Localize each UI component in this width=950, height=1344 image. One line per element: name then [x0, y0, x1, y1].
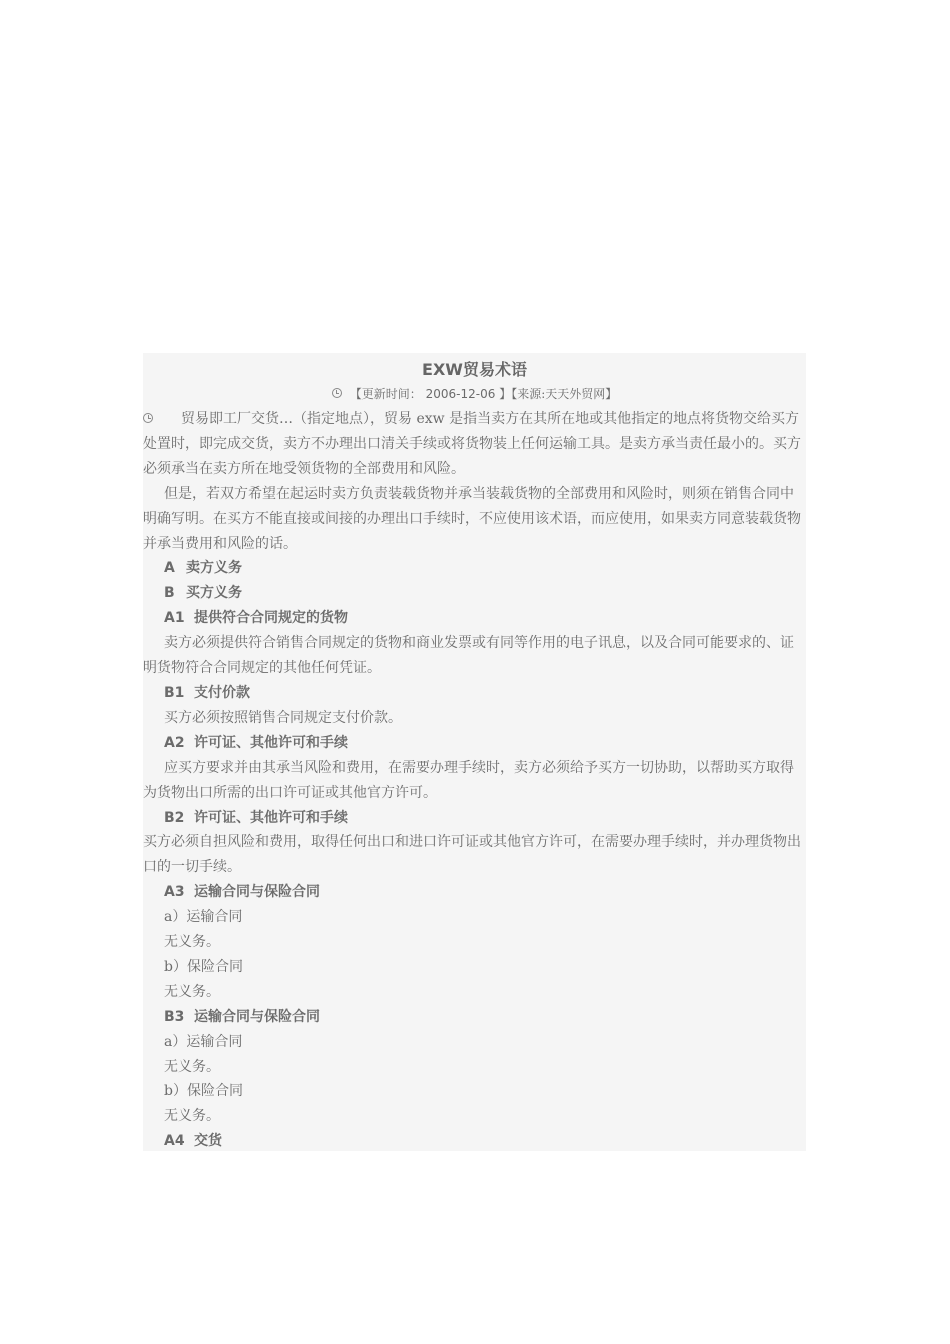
update-label: 【更新时间： — [349, 387, 422, 401]
clock-icon — [143, 413, 153, 423]
section-heading: B1 支付价款 — [164, 684, 250, 701]
section-text: 买方必须自担风险和费用，取得任何出口和进口许可证或其他官方许可，在需要办理手续时，并办理货物出口的一切手续。 — [143, 834, 801, 876]
subsection-text: 无义务。 — [164, 983, 220, 1000]
subsection-text: 无义务。 — [164, 934, 220, 951]
section-heading: A1 提供符合合同规定的货物 — [164, 610, 348, 627]
source-label: 】【来源:天天外贸网】 — [499, 387, 618, 401]
section-heading: B2 许可证、其他许可和手续 — [164, 809, 348, 826]
section-heading: A3 运输合同与保险合同 — [164, 884, 320, 901]
clock-icon — [332, 388, 342, 398]
section-heading: A2 许可证、其他许可和手续 — [164, 734, 348, 751]
subsection-text: 无义务。 — [164, 1108, 220, 1125]
document-block — [143, 353, 806, 1151]
article-body — [143, 407, 806, 1151]
intro-paragraph: 贸易即工厂交货…（指定地点），贸易 exw 是指当卖方在其所在地或其他指定的地点将货物交给买方处置时，即完成交货，卖方不办理出口清关手续或将货物装上任何运输工具。是卖方承当责任最小的。买方必须承当在卖方所在地受领货物的全部费用和风险。 — [143, 411, 801, 477]
intro-paragraph: 但是，若双方希望在起运时卖方负责装载货物并承当装载货物的全部费用和风险时，则须在销售合同中明确写明。在买方不能直接或间接的办理出口手续时，不应使用该术语，而应使用，如果卖方同意装载货物并承当费用和风险的话。 — [143, 485, 801, 552]
subsection-label: b）保险合同 — [164, 958, 243, 975]
section-text: 卖方必须提供符合销售合同规定的货物和商业发票或有同等作用的电子讯息，以及合同可能要求的、证明货物符合合同规定的其他任何凭证。 — [143, 635, 794, 677]
subsection-label: b）保险合同 — [164, 1083, 243, 1100]
subsection-label: a）运输合同 — [164, 1033, 243, 1050]
section-heading: B3 运输合同与保险合同 — [164, 1008, 320, 1025]
section-text: 买方必须按照销售合同规定支付价款。 — [164, 709, 402, 726]
section-heading: A 卖方义务 — [164, 560, 242, 577]
document-meta — [143, 383, 806, 405]
subsection-text: 无义务。 — [164, 1058, 220, 1075]
section-heading: A4 交货 — [164, 1133, 222, 1150]
section-heading: B 买方义务 — [164, 585, 242, 602]
update-date: 2006-12-06 — [425, 387, 496, 401]
subsection-label: a）运输合同 — [164, 909, 243, 926]
document-title: EXW贸易术语 — [422, 360, 527, 379]
section-text: 应买方要求并由其承当风险和费用，在需要办理手续时，卖方必须给予买方一切协助，以帮助买方取得为货物出口所需的出口许可证或其他官方许可。 — [143, 759, 794, 801]
